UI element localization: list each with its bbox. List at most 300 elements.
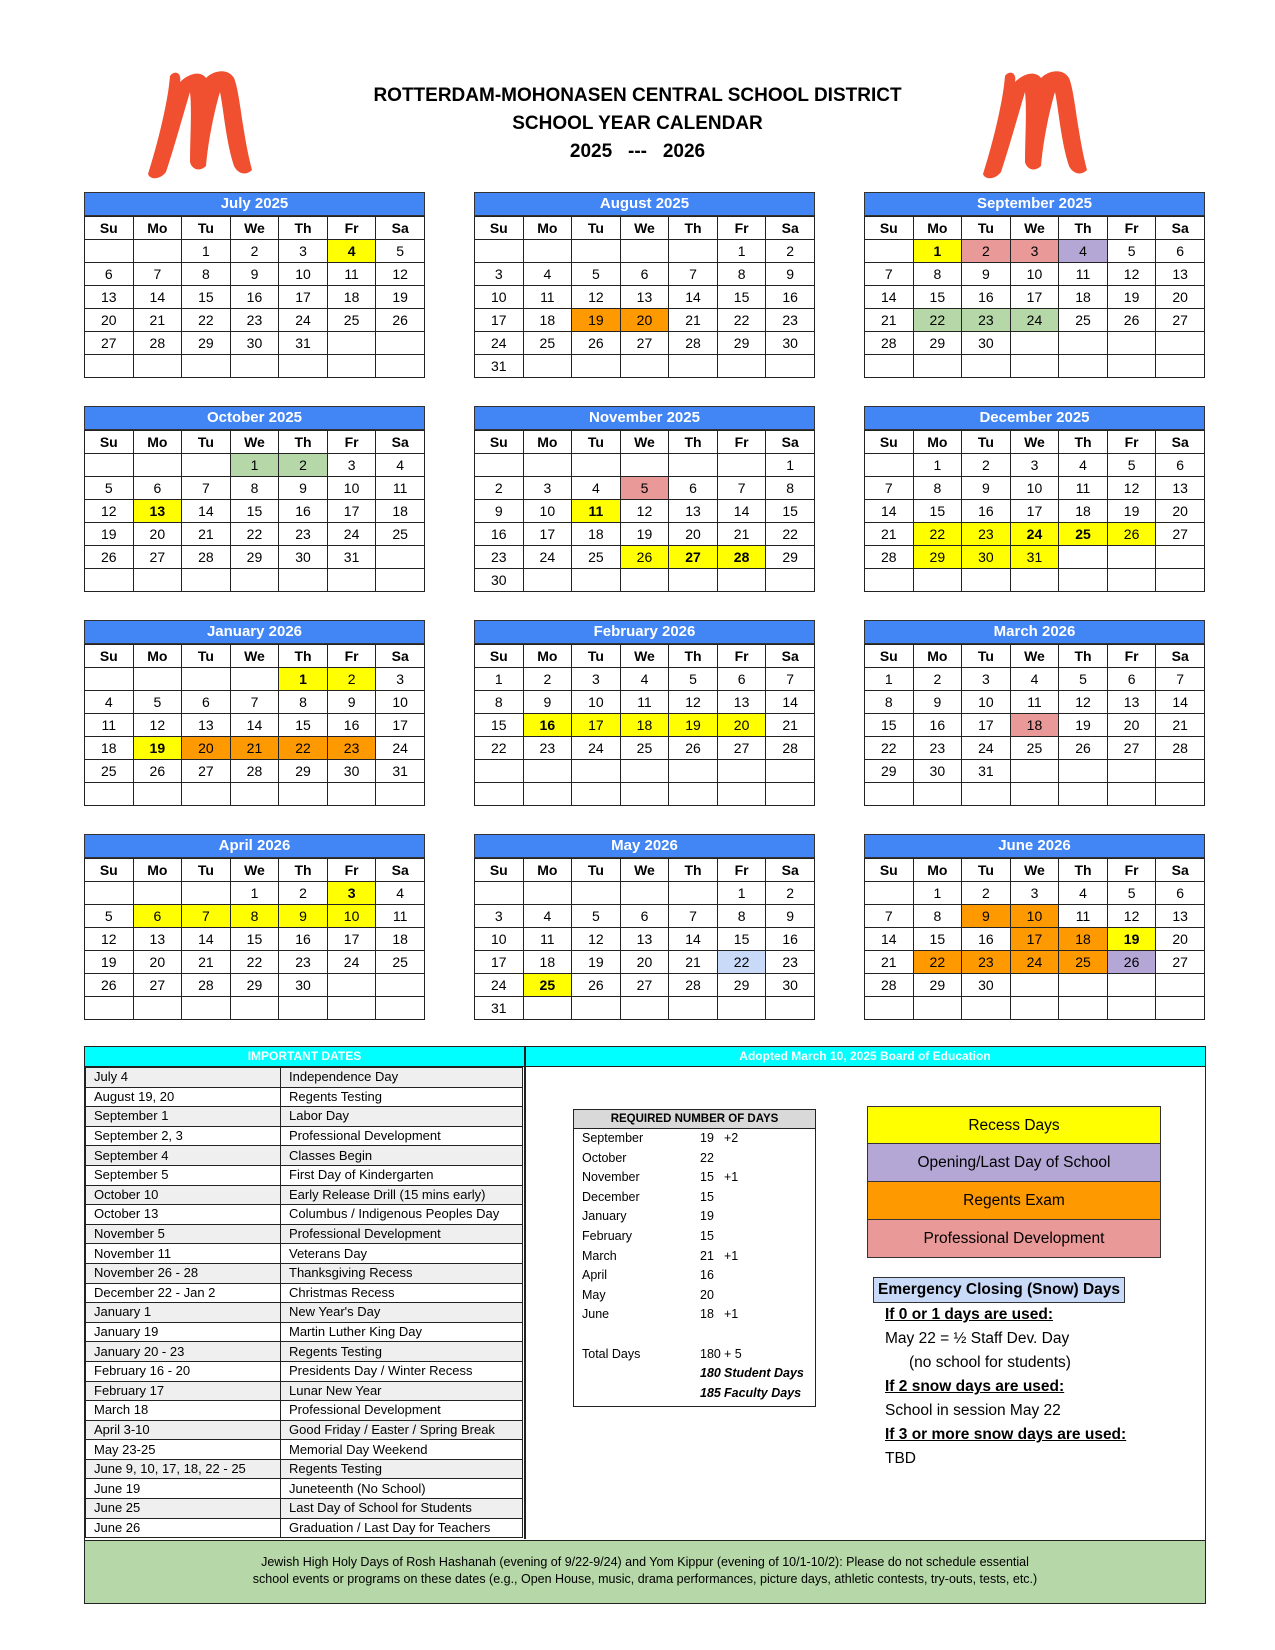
day-cell: 8 xyxy=(182,263,231,286)
important-date-row xyxy=(86,1440,523,1460)
day-cell: 10 xyxy=(327,477,376,500)
day-cell: 13 xyxy=(133,500,182,523)
day-cell: 19 xyxy=(1059,714,1108,737)
day-cell: 8 xyxy=(913,477,962,500)
day-cell: 15 xyxy=(913,500,962,523)
day-cell: 12 xyxy=(669,691,718,714)
day-cell: 19 xyxy=(376,286,425,309)
empty-cell xyxy=(572,760,621,783)
total-days-row: Total Days 180 + 5 xyxy=(582,1346,742,1361)
school-year: 2025 --- 2026 xyxy=(569,141,706,162)
important-date-row xyxy=(86,1479,523,1499)
important-date-row xyxy=(86,1459,523,1479)
day-cell: 21 xyxy=(766,714,815,737)
empty-cell xyxy=(962,783,1011,806)
required-days-row: November 15 +1 xyxy=(582,1170,739,1185)
month-title: October 2025 xyxy=(84,406,425,430)
day-cell: 18 xyxy=(376,928,425,951)
important-date-row xyxy=(86,1283,523,1303)
weekday-header: We xyxy=(230,645,279,668)
day-cell: 14 xyxy=(230,714,279,737)
month-calendar xyxy=(864,620,1205,806)
weekday-header: Th xyxy=(279,859,328,882)
day-cell: 1 xyxy=(913,240,962,263)
day-cell: 12 xyxy=(85,500,134,523)
empty-cell xyxy=(913,997,962,1020)
day-cell: 22 xyxy=(913,951,962,974)
day-cell: 1 xyxy=(717,882,766,905)
day-cell: 28 xyxy=(717,546,766,569)
weekday-header: Su xyxy=(475,859,524,882)
empty-cell xyxy=(669,454,718,477)
weekday-header: Tu xyxy=(572,859,621,882)
day-cell: 18 xyxy=(1059,286,1108,309)
day-cell: 12 xyxy=(1107,263,1156,286)
date-cell: November 11 xyxy=(86,1244,281,1264)
day-cell: 20 xyxy=(1156,500,1205,523)
day-cell: 22 xyxy=(865,737,914,760)
weekday-header: Fr xyxy=(717,431,766,454)
empty-cell xyxy=(962,355,1011,378)
day-cell: 29 xyxy=(717,974,766,997)
month-calendar xyxy=(864,406,1205,592)
day-cell: 24 xyxy=(279,309,328,332)
weekday-header: Th xyxy=(279,217,328,240)
day-cell: 14 xyxy=(133,286,182,309)
day-cell: 23 xyxy=(962,523,1011,546)
empty-cell xyxy=(85,454,134,477)
day-cell: 3 xyxy=(327,882,376,905)
day-cell: 2 xyxy=(962,240,1011,263)
day-cell: 3 xyxy=(1010,454,1059,477)
empty-cell xyxy=(620,240,669,263)
important-date-row xyxy=(86,1361,523,1381)
day-cell: 15 xyxy=(766,500,815,523)
important-date-row xyxy=(86,1165,523,1185)
day-cell: 7 xyxy=(766,668,815,691)
day-cell: 4 xyxy=(1059,882,1108,905)
day-cell: 21 xyxy=(865,951,914,974)
event-cell: Professional Development xyxy=(281,1401,523,1421)
month-title: September 2025 xyxy=(864,192,1205,216)
weekday-header: We xyxy=(230,431,279,454)
weekday-header: We xyxy=(230,217,279,240)
date-cell: September 1 xyxy=(86,1107,281,1127)
month-calendar xyxy=(84,406,425,592)
day-cell: 26 xyxy=(620,546,669,569)
day-cell: 4 xyxy=(620,668,669,691)
day-cell: 18 xyxy=(327,286,376,309)
empty-cell xyxy=(1010,783,1059,806)
day-cell: 6 xyxy=(717,668,766,691)
day-cell: 17 xyxy=(572,714,621,737)
month-calendar xyxy=(864,192,1205,378)
day-cell: 23 xyxy=(475,546,524,569)
weekday-header: Mo xyxy=(523,645,572,668)
day-cell: 11 xyxy=(376,477,425,500)
day-cell: 20 xyxy=(1156,928,1205,951)
day-cell: 10 xyxy=(327,905,376,928)
day-cell: 6 xyxy=(133,477,182,500)
day-cell: 22 xyxy=(913,523,962,546)
empty-cell xyxy=(279,355,328,378)
day-cell: 8 xyxy=(230,905,279,928)
weekday-header: Th xyxy=(1059,431,1108,454)
day-cell: 13 xyxy=(620,928,669,951)
empty-cell xyxy=(182,454,231,477)
calendar-title: SCHOOL YEAR CALENDAR xyxy=(512,113,763,134)
weekday-header: Fr xyxy=(717,217,766,240)
required-days-row: March 21 +1 xyxy=(582,1248,739,1263)
day-cell: 4 xyxy=(572,477,621,500)
important-date-row xyxy=(86,1381,523,1401)
empty-cell xyxy=(865,240,914,263)
day-cell: 12 xyxy=(85,928,134,951)
weekday-header: Mo xyxy=(913,431,962,454)
empty-cell xyxy=(1107,974,1156,997)
day-cell: 14 xyxy=(865,500,914,523)
required-days-row: May 20 xyxy=(582,1287,714,1302)
day-cell: 6 xyxy=(1156,454,1205,477)
day-cell: 7 xyxy=(717,477,766,500)
empty-cell xyxy=(1156,355,1205,378)
important-date-row xyxy=(86,1499,523,1519)
day-cell: 25 xyxy=(376,951,425,974)
day-cell: 28 xyxy=(865,974,914,997)
required-days-row: February 15 xyxy=(582,1228,714,1243)
month-title: November 2025 xyxy=(474,406,815,430)
empty-cell xyxy=(913,783,962,806)
month-title: May 2026 xyxy=(474,834,815,858)
day-cell: 28 xyxy=(230,760,279,783)
day-cell: 15 xyxy=(279,714,328,737)
day-cell: 22 xyxy=(475,737,524,760)
month-calendar xyxy=(474,192,815,378)
day-cell: 1 xyxy=(182,240,231,263)
important-date-row xyxy=(86,1322,523,1342)
empty-cell xyxy=(376,569,425,592)
day-cell: 4 xyxy=(376,454,425,477)
day-cell: 22 xyxy=(717,309,766,332)
empty-cell xyxy=(865,454,914,477)
day-cell: 30 xyxy=(913,760,962,783)
empty-cell xyxy=(523,240,572,263)
day-cell: 6 xyxy=(1156,240,1205,263)
day-cell: 3 xyxy=(376,668,425,691)
day-cell: 7 xyxy=(865,905,914,928)
day-cell: 31 xyxy=(475,997,524,1020)
weekday-header: Th xyxy=(1059,217,1108,240)
weekday-header: Su xyxy=(865,859,914,882)
day-cell: 22 xyxy=(279,737,328,760)
month-title: December 2025 xyxy=(864,406,1205,430)
event-cell: Martin Luther King Day xyxy=(281,1322,523,1342)
day-cell: 3 xyxy=(327,454,376,477)
required-days-title: REQUIRED NUMBER OF DAYS xyxy=(574,1110,815,1129)
day-cell: 17 xyxy=(279,286,328,309)
day-cell: 21 xyxy=(133,309,182,332)
empty-cell xyxy=(230,569,279,592)
event-cell: Last Day of School for Students xyxy=(281,1499,523,1519)
important-date-row xyxy=(86,1244,523,1264)
day-cell: 21 xyxy=(230,737,279,760)
day-cell: 8 xyxy=(865,691,914,714)
event-cell: Veterans Day xyxy=(281,1244,523,1264)
empty-cell xyxy=(376,783,425,806)
event-cell: Independence Day xyxy=(281,1068,523,1088)
day-cell: 30 xyxy=(279,546,328,569)
event-cell: Lunar New Year xyxy=(281,1381,523,1401)
month-title: July 2025 xyxy=(84,192,425,216)
day-cell: 17 xyxy=(1010,500,1059,523)
weekday-header: Th xyxy=(669,431,718,454)
weekday-header: Mo xyxy=(523,859,572,882)
empty-cell xyxy=(717,569,766,592)
day-cell: 26 xyxy=(669,737,718,760)
day-cell: 9 xyxy=(523,691,572,714)
spacer xyxy=(574,1325,815,1345)
weekday-header: Su xyxy=(865,431,914,454)
important-date-row xyxy=(86,1224,523,1244)
empty-cell xyxy=(475,454,524,477)
day-cell: 16 xyxy=(327,714,376,737)
empty-cell xyxy=(133,355,182,378)
empty-cell xyxy=(1059,997,1108,1020)
empty-cell xyxy=(572,997,621,1020)
day-cell: 18 xyxy=(376,500,425,523)
month-title: April 2026 xyxy=(84,834,425,858)
day-cell: 5 xyxy=(85,477,134,500)
day-cell: 27 xyxy=(620,974,669,997)
day-cell: 11 xyxy=(327,263,376,286)
day-cell: 1 xyxy=(279,668,328,691)
weekday-header: We xyxy=(1010,859,1059,882)
day-cell: 20 xyxy=(133,951,182,974)
day-cell: 9 xyxy=(962,263,1011,286)
empty-cell xyxy=(1156,569,1205,592)
snow-text-2: School in session May 22 xyxy=(885,1402,1061,1419)
day-cell: 19 xyxy=(620,523,669,546)
weekday-header: Fr xyxy=(1107,431,1156,454)
day-cell: 20 xyxy=(182,737,231,760)
day-cell: 14 xyxy=(766,691,815,714)
weekday-header: Fr xyxy=(717,859,766,882)
day-cell: 10 xyxy=(962,691,1011,714)
day-cell: 19 xyxy=(85,523,134,546)
event-cell: Presidents Day / Winter Recess xyxy=(281,1361,523,1381)
empty-cell xyxy=(1107,783,1156,806)
weekday-header: We xyxy=(1010,217,1059,240)
day-cell: 31 xyxy=(962,760,1011,783)
day-cell: 26 xyxy=(1059,737,1108,760)
weekday-header: Mo xyxy=(523,217,572,240)
empty-cell xyxy=(182,355,231,378)
day-cell: 30 xyxy=(766,974,815,997)
day-cell: 11 xyxy=(1010,691,1059,714)
weekday-header: Mo xyxy=(913,217,962,240)
empty-cell xyxy=(182,569,231,592)
month-title: March 2026 xyxy=(864,620,1205,644)
day-cell: 6 xyxy=(1107,668,1156,691)
day-cell: 23 xyxy=(523,737,572,760)
day-cell: 10 xyxy=(523,500,572,523)
empty-cell xyxy=(133,997,182,1020)
day-cell: 14 xyxy=(182,928,231,951)
empty-cell xyxy=(620,569,669,592)
required-days-row: April 16 xyxy=(582,1268,714,1283)
empty-cell xyxy=(1059,546,1108,569)
day-cell: 20 xyxy=(133,523,182,546)
day-cell: 18 xyxy=(1059,500,1108,523)
day-cell: 16 xyxy=(962,500,1011,523)
required-days-row: September 19 +2 xyxy=(582,1131,739,1145)
day-cell: 12 xyxy=(572,928,621,951)
day-cell: 2 xyxy=(962,454,1011,477)
day-cell: 20 xyxy=(1107,714,1156,737)
important-date-row xyxy=(86,1205,523,1225)
day-cell: 11 xyxy=(1059,263,1108,286)
empty-cell xyxy=(1010,974,1059,997)
day-cell: 29 xyxy=(279,760,328,783)
day-cell: 18 xyxy=(620,714,669,737)
empty-cell xyxy=(85,783,134,806)
empty-cell xyxy=(717,454,766,477)
empty-cell xyxy=(1059,332,1108,355)
weekday-header: Su xyxy=(865,217,914,240)
weekday-header: Mo xyxy=(913,859,962,882)
empty-cell xyxy=(1059,974,1108,997)
day-cell: 7 xyxy=(182,905,231,928)
empty-cell xyxy=(1156,974,1205,997)
day-cell: 29 xyxy=(913,546,962,569)
empty-cell xyxy=(1107,546,1156,569)
empty-cell xyxy=(1059,355,1108,378)
day-cell: 24 xyxy=(523,546,572,569)
day-cell: 15 xyxy=(717,928,766,951)
day-cell: 11 xyxy=(523,928,572,951)
day-cell: 2 xyxy=(327,668,376,691)
day-cell: 27 xyxy=(717,737,766,760)
day-cell: 7 xyxy=(865,477,914,500)
day-cell: 9 xyxy=(279,905,328,928)
weekday-header: Tu xyxy=(962,431,1011,454)
day-cell: 10 xyxy=(1010,905,1059,928)
day-cell: 27 xyxy=(620,332,669,355)
day-cell: 26 xyxy=(572,332,621,355)
empty-cell xyxy=(717,355,766,378)
date-cell: August 19, 20 xyxy=(86,1087,281,1107)
important-dates-header: IMPORTANT DATES xyxy=(85,1047,524,1067)
snow-heading-3: If 3 or more snow days are used: xyxy=(885,1426,1127,1443)
day-cell: 10 xyxy=(1010,263,1059,286)
important-date-row xyxy=(86,1420,523,1440)
page-title xyxy=(300,82,975,166)
day-cell: 29 xyxy=(717,332,766,355)
day-cell: 15 xyxy=(230,500,279,523)
day-cell: 16 xyxy=(766,928,815,951)
m-logo-icon xyxy=(130,62,270,182)
weekday-header: Fr xyxy=(327,431,376,454)
event-cell: Labor Day xyxy=(281,1107,523,1127)
day-cell: 30 xyxy=(962,974,1011,997)
day-cell: 15 xyxy=(717,286,766,309)
empty-cell xyxy=(376,974,425,997)
important-dates-table xyxy=(85,1067,523,1538)
day-cell: 6 xyxy=(620,263,669,286)
day-cell: 9 xyxy=(766,905,815,928)
day-cell: 15 xyxy=(913,286,962,309)
empty-cell xyxy=(376,332,425,355)
day-cell: 23 xyxy=(766,951,815,974)
day-cell: 24 xyxy=(327,523,376,546)
day-cell: 30 xyxy=(962,332,1011,355)
empty-cell xyxy=(572,355,621,378)
day-cell: 10 xyxy=(572,691,621,714)
day-cell: 28 xyxy=(1156,737,1205,760)
empty-cell xyxy=(279,783,328,806)
empty-cell xyxy=(327,997,376,1020)
weekday-header: Fr xyxy=(1107,859,1156,882)
day-cell: 18 xyxy=(85,737,134,760)
day-cell: 31 xyxy=(327,546,376,569)
day-cell: 21 xyxy=(669,309,718,332)
day-cell: 11 xyxy=(85,714,134,737)
event-cell: Thanksgiving Recess xyxy=(281,1263,523,1283)
day-cell: 29 xyxy=(766,546,815,569)
date-cell: May 23-25 xyxy=(86,1440,281,1460)
day-cell: 9 xyxy=(962,477,1011,500)
day-cell: 9 xyxy=(913,691,962,714)
weekday-header: Tu xyxy=(572,645,621,668)
day-cell: 5 xyxy=(620,477,669,500)
empty-cell xyxy=(766,760,815,783)
date-cell: September 2, 3 xyxy=(86,1126,281,1146)
day-cell: 8 xyxy=(913,905,962,928)
day-cell: 19 xyxy=(669,714,718,737)
adopted-header: Adopted March 10, 2025 Board of Education xyxy=(525,1047,1205,1067)
weekday-header: Sa xyxy=(376,217,425,240)
weekday-header: We xyxy=(230,859,279,882)
day-cell: 30 xyxy=(766,332,815,355)
day-cell: 28 xyxy=(766,737,815,760)
day-cell: 8 xyxy=(766,477,815,500)
weekday-header: Th xyxy=(669,859,718,882)
empty-cell xyxy=(133,668,182,691)
weekday-header: We xyxy=(1010,431,1059,454)
empty-cell xyxy=(620,454,669,477)
day-cell: 25 xyxy=(523,974,572,997)
weekday-header: Tu xyxy=(962,645,1011,668)
month-calendar xyxy=(474,834,815,1020)
empty-cell xyxy=(1107,997,1156,1020)
empty-cell xyxy=(962,569,1011,592)
day-cell: 13 xyxy=(620,286,669,309)
day-cell: 23 xyxy=(962,951,1011,974)
day-cell: 5 xyxy=(1107,240,1156,263)
day-cell: 26 xyxy=(1107,523,1156,546)
day-cell: 21 xyxy=(865,309,914,332)
weekday-header: Su xyxy=(85,217,134,240)
empty-cell xyxy=(85,569,134,592)
empty-cell xyxy=(1010,997,1059,1020)
empty-cell xyxy=(523,355,572,378)
weekday-header: Su xyxy=(85,859,134,882)
weekday-header: Th xyxy=(1059,859,1108,882)
day-cell: 3 xyxy=(1010,240,1059,263)
empty-cell xyxy=(865,997,914,1020)
day-cell: 21 xyxy=(182,523,231,546)
empty-cell xyxy=(523,760,572,783)
